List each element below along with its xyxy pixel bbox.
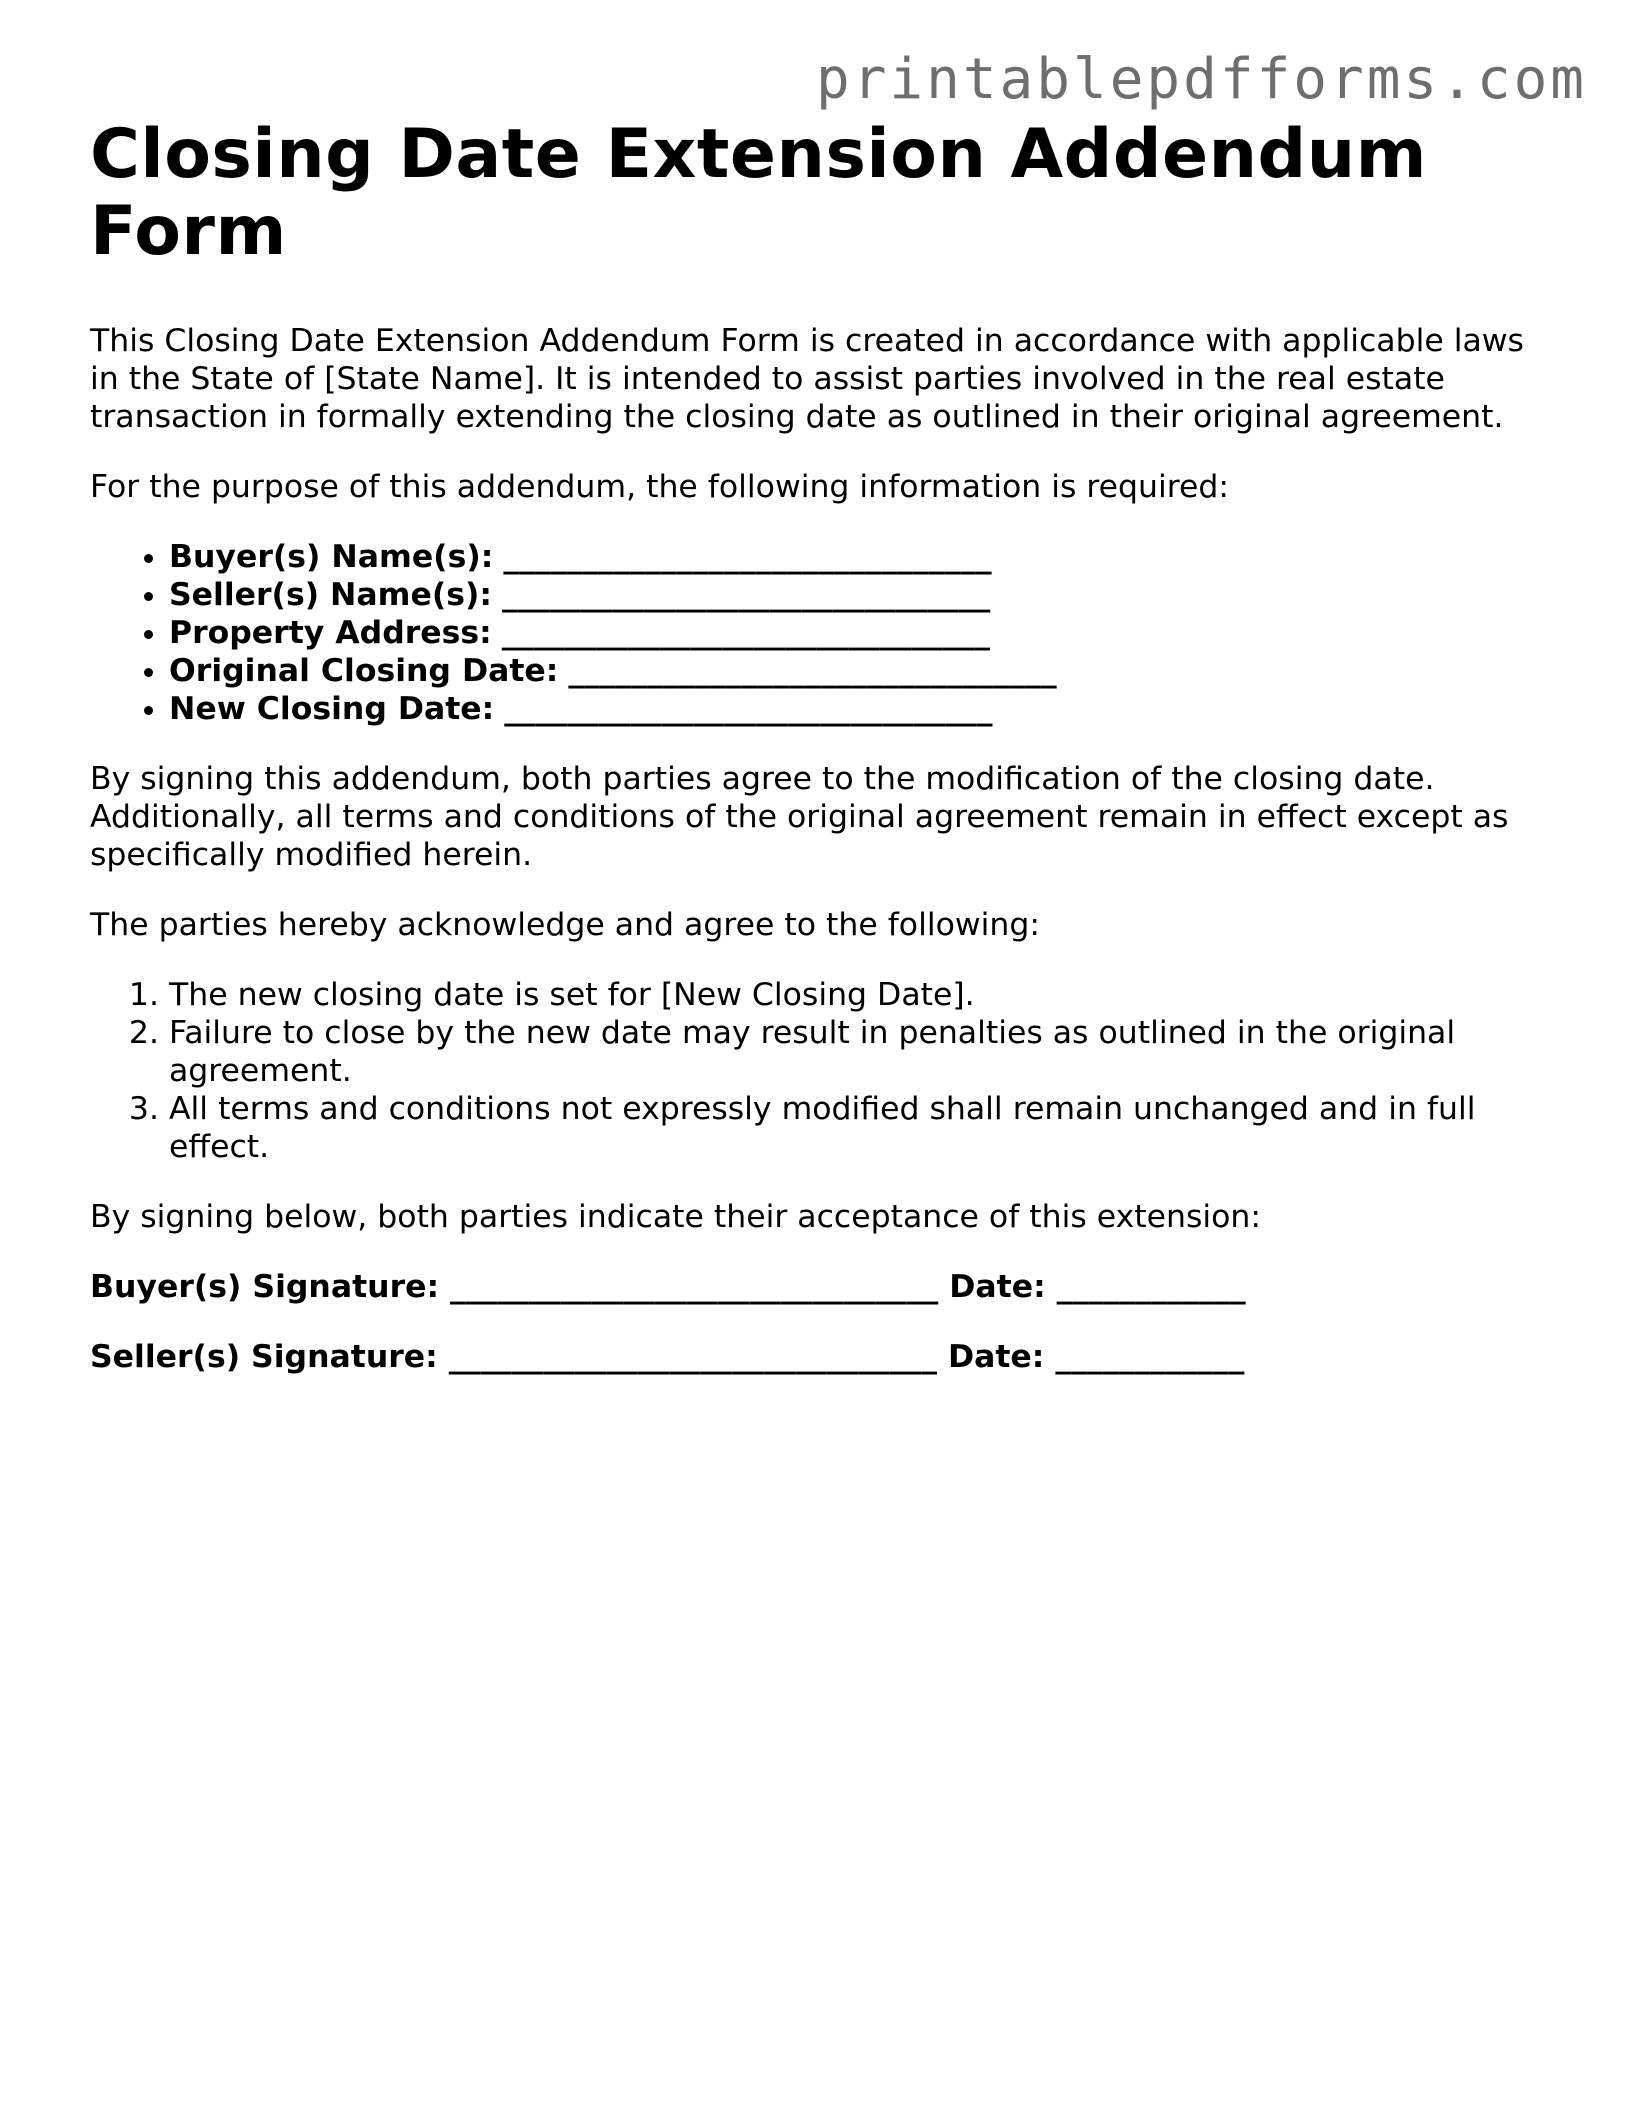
signature-label: Buyer(s) Signature: <box>90 1269 440 1305</box>
terms-list <box>90 976 1550 1166</box>
list-item <box>169 652 1550 690</box>
document-page <box>90 116 1550 1376</box>
list-item <box>169 538 1550 576</box>
new-closing-date-field[interactable]: _______________________________ <box>504 691 993 727</box>
signature-label: Seller(s) Signature: <box>90 1339 438 1375</box>
parties-paragraph: The parties hereby acknowledge and agree to the following: <box>90 907 1040 943</box>
acceptance-paragraph: By signing below, both parties indicate their acceptance of this extension: <box>90 1199 1261 1235</box>
buyer-signature-field[interactable]: _______________________________ <box>450 1269 939 1305</box>
list-item <box>169 614 1550 652</box>
watermark: printablepdfforms.com <box>815 47 1587 112</box>
date-label: Date: <box>947 1339 1045 1375</box>
seller-signature-field[interactable]: _______________________________ <box>448 1339 937 1375</box>
seller-signature-row <box>90 1338 1550 1376</box>
field-label: Original Closing Date: <box>169 653 559 689</box>
date-label: Date: <box>949 1269 1046 1305</box>
required-fields-list <box>90 538 1550 728</box>
field-label: New Closing Date: <box>169 691 495 727</box>
original-closing-date-field[interactable]: _______________________________ <box>568 653 1057 689</box>
field-label: Property Address: <box>169 615 492 651</box>
page-title: Closing Date Extension Addendum Form <box>90 115 1427 271</box>
seller-name-field[interactable]: _______________________________ <box>502 577 991 613</box>
buyer-signature-row <box>90 1268 1550 1306</box>
list-item <box>169 690 1550 728</box>
seller-date-field[interactable]: ____________ <box>1055 1339 1245 1375</box>
property-address-field[interactable]: _______________________________ <box>501 615 991 651</box>
purpose-paragraph: For the purpose of this addendum, the following information is required: <box>90 469 1230 505</box>
buyer-date-field[interactable]: ____________ <box>1056 1269 1246 1305</box>
agreement-paragraph: By signing this addendum, both parties agree to the modification of the closing date. Additionally, all terms and conditions of the original agreement remain in effect except as specifically modified herein. <box>90 761 1509 873</box>
field-label: Buyer(s) Name(s): <box>169 539 494 575</box>
list-item: 3. All terms and conditions not expressly modified shall remain unchanged and in full effect. <box>169 1090 1550 1166</box>
list-item <box>169 576 1550 614</box>
buyer-name-field[interactable]: _______________________________ <box>503 539 992 575</box>
list-item: 1. The new closing date is set for [New Closing Date]. <box>169 976 1550 1014</box>
intro-paragraph: This Closing Date Extension Addendum Form is created in accordance with applicable laws in the State of [State Name]. It is intended to assist parties involved in the real estate transaction in formally extending the closing date as outlined in their original agreement. <box>90 323 1524 435</box>
list-item: 2. Failure to close by the new date may result in penalties as outlined in the original agreement. <box>169 1014 1550 1090</box>
field-label: Seller(s) Name(s): <box>169 577 492 613</box>
